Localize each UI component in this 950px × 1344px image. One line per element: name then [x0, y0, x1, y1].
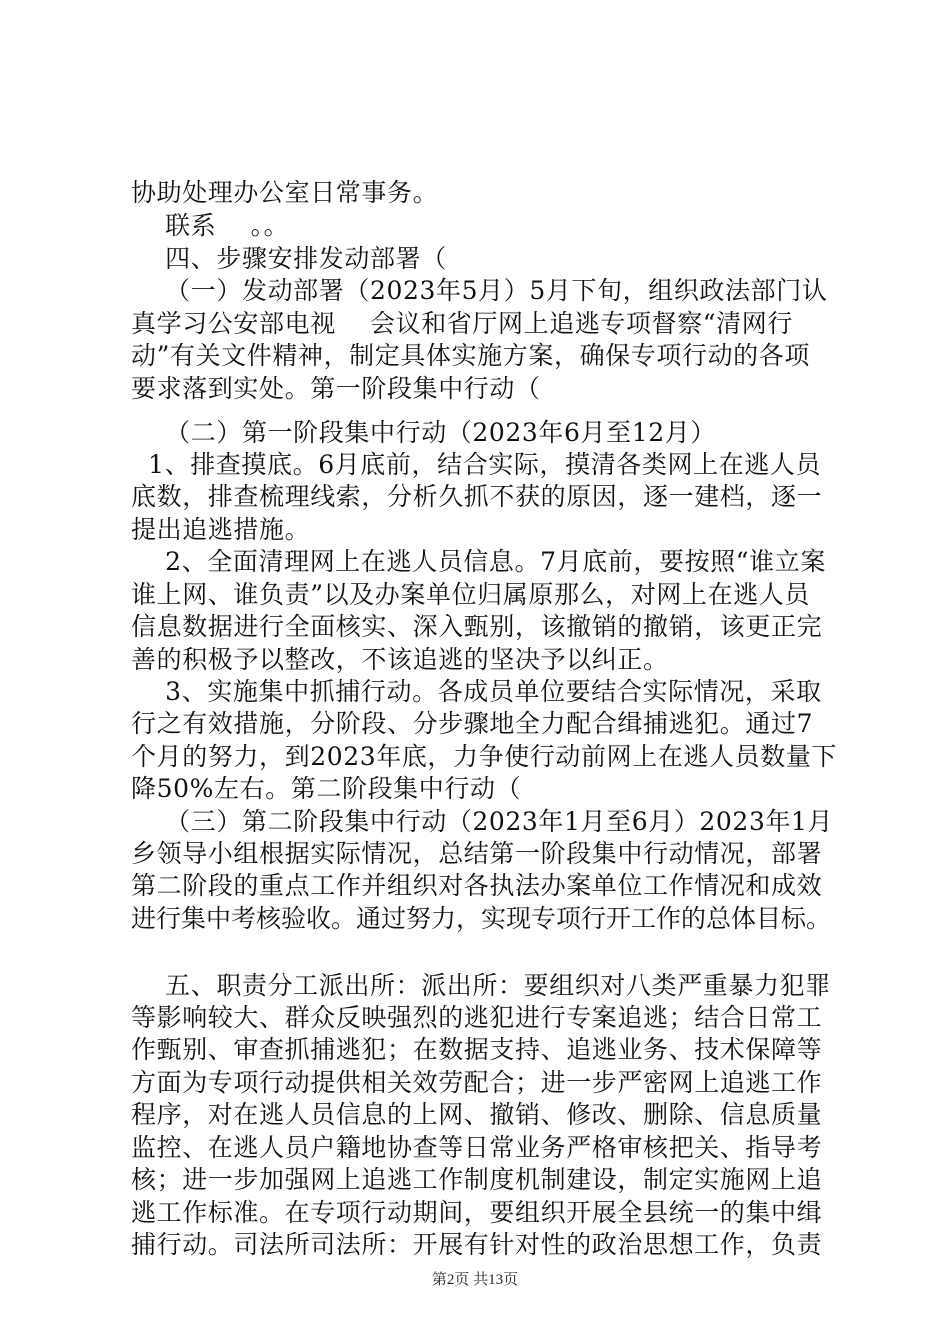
body-line: 程序，对在逃人员信息的上网、撤销、修改、删除、信息质量	[131, 1100, 823, 1129]
body-line: 要求落到实处。第一阶段集中行动（	[131, 374, 541, 403]
body-line: 乡领导小组根据实际情况，总结第一阶段集中行动情况，部署	[131, 839, 823, 868]
body-line: 3、实施集中抓捕行动。各成员单位要结合实际情况，采取	[131, 677, 822, 706]
body-line: 动”有关文件精神，制定具体实施方案，确保专项行动的各项	[131, 341, 810, 370]
body-line: 联系 。。	[131, 211, 290, 240]
body-line: 方面为专项行动提供相关效劳配合；进一步严密网上追逃工作	[131, 1068, 823, 1097]
body-line: 信息数据进行全面核实、深入甄别，该撤销的撤销，该更正完	[131, 612, 823, 641]
body-line: （一）发动部署（2023年5月）5月下旬，组织政法部门认	[131, 276, 828, 305]
body-line: 逃工作标准。在专项行动期间，要组织开展全县统一的集中缉	[131, 1198, 823, 1227]
subsection-heading: （二）第一阶段集中行动（2023年6月至12月）	[131, 418, 716, 447]
body-line: 个月的努力，到2023年底，力争使行动前网上在逃人员数量下	[131, 742, 838, 771]
body-line: 真学习公安部电视 会议和省厅网上追逃专项督察“清网行	[131, 309, 793, 338]
body-line: 核；进一步加强网上追逃工作制度机制建设，制定实施网上追	[131, 1165, 823, 1194]
section-heading: 四、步骤安排发动部署（	[131, 244, 447, 273]
body-line: 降50%左右。第二阶段集中行动（	[131, 774, 522, 803]
body-line: 协助处理办公室日常事务。	[131, 178, 439, 207]
body-line: 善的积极予以整改，不该追逃的坚决予以纠正。	[131, 645, 669, 674]
subsection-heading: （三）第二阶段集中行动（2023年1月至6月）2023年1月	[131, 807, 834, 836]
page-number-footer: 第2页 共13页	[431, 1272, 519, 1288]
body-line: 谁上网、谁负责”以及办案单位归属原那么，对网上在逃人员	[131, 580, 810, 609]
body-line: 监控、在逃人员户籍地协查等日常业务严格审核把关、指导考	[131, 1133, 823, 1162]
body-line: 提出追逃措施。	[131, 515, 311, 544]
body-line: 第二阶段的重点工作并组织对各执法办案单位工作情况和成效	[131, 871, 823, 900]
body-line: 捕行动。司法所司法所：开展有针对性的政治思想工作，负责	[131, 1230, 823, 1259]
body-line: 2、全面清理网上在逃人员信息。7月底前，要按照“谁立案	[131, 547, 826, 576]
body-line: 行之有效措施，分阶段、分步骤地全力配合缉捕逃犯。通过7	[131, 709, 814, 738]
body-line: 底数，排查梳理线索，分析久抓不获的原因，逐一建档，逐一	[131, 482, 823, 511]
body-line: 等影响较大、群众反映强烈的逃犯进行专案追逃；结合日常工	[131, 1003, 823, 1032]
body-line: 1、排查摸底。6月底前，结合实际，摸清各类网上在逃人员	[131, 450, 822, 479]
body-line: 作甄别、审查抓捕逃犯；在数据支持、追逃业务、技术保障等	[131, 1035, 823, 1064]
body-line: 进行集中考核验收。通过努力，实现专项行开工作的总体目标。	[131, 904, 832, 933]
section-heading: 五、职责分工派出所：派出所：要组织对八类严重暴力犯罪	[131, 971, 831, 1000]
